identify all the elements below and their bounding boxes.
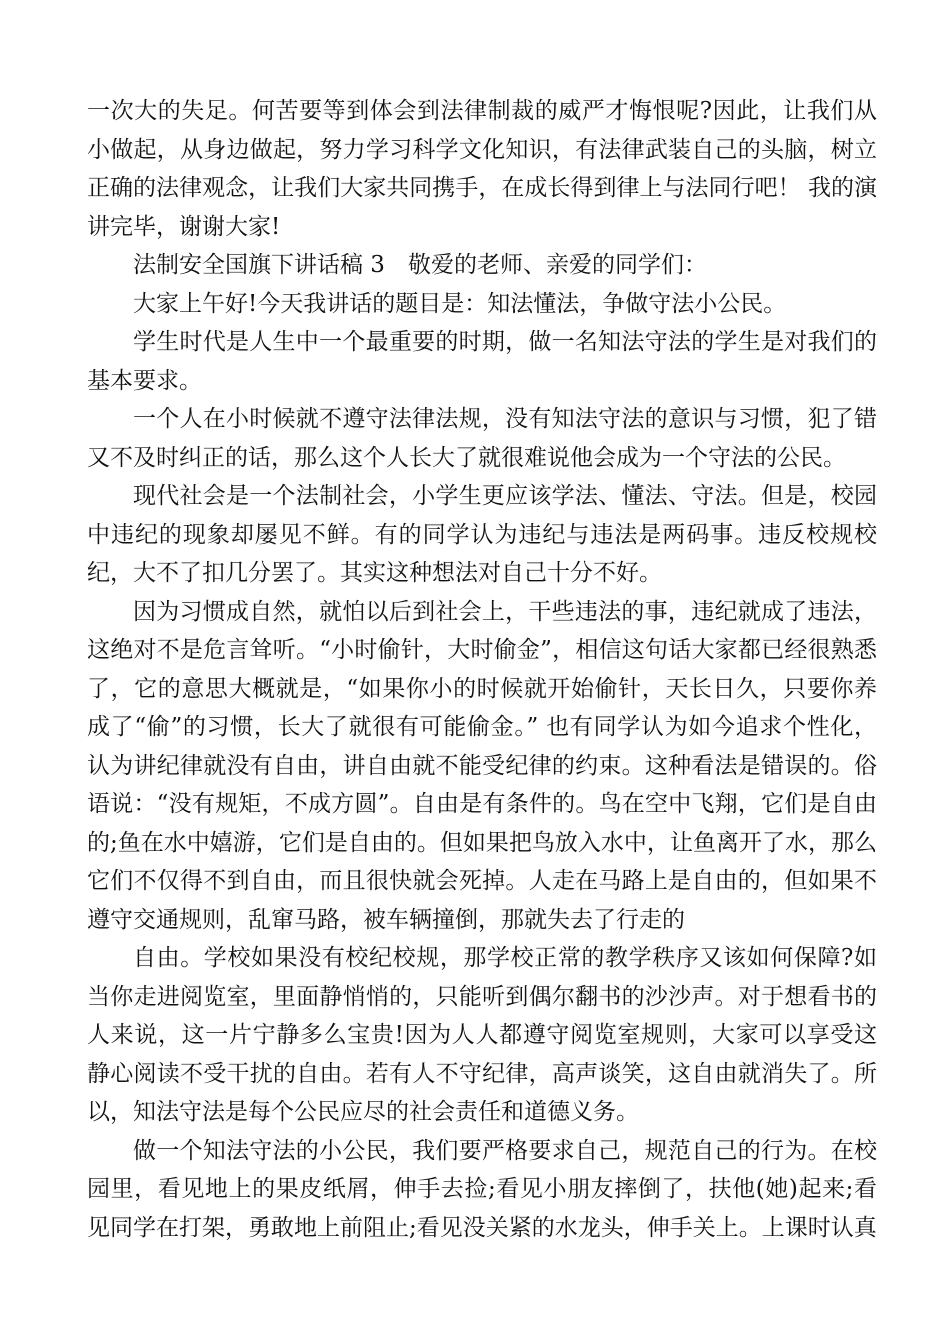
paragraph-speech-3-title: 法制安全国旗下讲话稿 3 敬爱的老师、亲爱的同学们： (133, 252, 707, 278)
paragraph-school-rules: 自由。学校如果没有校纪校规，那学校正常的教学秩序又该如何保障?如当你走进阅览室，里面静悄悄的，只能听到偶尔翻书的沙沙声。对于想看书的人来说，这一片宁静多么宝贵!因为人人都遵守阅览室规则，大家可以享受这静心阅读不受干扰的自由。若有人不守纪律，高声谈笑，这自由就消失了。所以，知法守法是每个公民应尽的社会责任和道德义务。 (87, 945, 877, 1125)
document-body (87, 92, 877, 1247)
paragraph-speech-ending: 一次大的失足。何苦要等到体会到法律制裁的威严才悔恨呢?因此，让我们从小做起，从身边做起，努力学习科学文化知识，有法律武装自己的头脑，树立正确的法律观念，让我们大家共同携手，在成长得到律上与法同行吧！ 我的演讲完毕，谢谢大家! (87, 98, 877, 240)
paragraph-student-era: 学生时代是人生中一个最重要的时期，做一名知法守法的学生是对我们的基本要求。 (87, 329, 877, 394)
paragraph-good-citizen: 做一个知法守法的小公民，我们要严格要求自己，规范自己的行为。在校园里，看见地上的果皮纸屑，伸手去捡;看见小朋友摔倒了，扶他(她)起来;看见同学在打架，勇敢地上前阻止;看见没关紧的水龙头，伸手关上。上课时认真 (87, 1137, 877, 1241)
paragraph-childhood-habits: 一个人在小时候就不遵守法律法规，没有知法守法的意识与习惯，犯了错又不及时纠正的话，那么这个人长大了就很难说他会成为一个守法的公民。 (87, 406, 877, 471)
paragraph-greeting: 大家上午好!今天我讲话的题目是：知法懂法，争做守法小公民。 (133, 290, 787, 317)
paragraph-habit-and-freedom: 因为习惯成自然，就怕以后到社会上，干些违法的事，违纪就成了违法，这绝对不是危言耸听。“小时偷针，大时偷金”，相信这句话大家都已经很熟悉了，它的意思大概就是，“如果你小的时候就开始偷针，天长日久，只要你养成了“偷”的习惯，长大了就很有可能偷金。” 也有同学认为如今追求个性化，认为讲纪律就没有自由，讲自由就不能受纪律的约束。这种看法是错误的。俗语说：“没有规矩，不成方圆”。自由是有条件的。鸟在空中飞翔，它们是自由的;鱼在水中嬉游，它们是自由的。但如果把鸟放入水中，让鱼离开了水，那么它们不仅得不到自由，而且很快就会死掉。人走在马路上是自由的，但如果不遵守交通规则，乱窜马路，被车辆撞倒，那就失去了行走的 (87, 598, 877, 933)
paragraph-modern-society: 现代社会是一个法制社会，小学生更应该学法、懂法、守法。但是，校园中违纪的现象却屡见不鲜。有的同学认为违纪与违法是两码事。违反校规校纪，大不了扣几分罢了。其实这种想法对自己十分不好。 (87, 483, 877, 586)
